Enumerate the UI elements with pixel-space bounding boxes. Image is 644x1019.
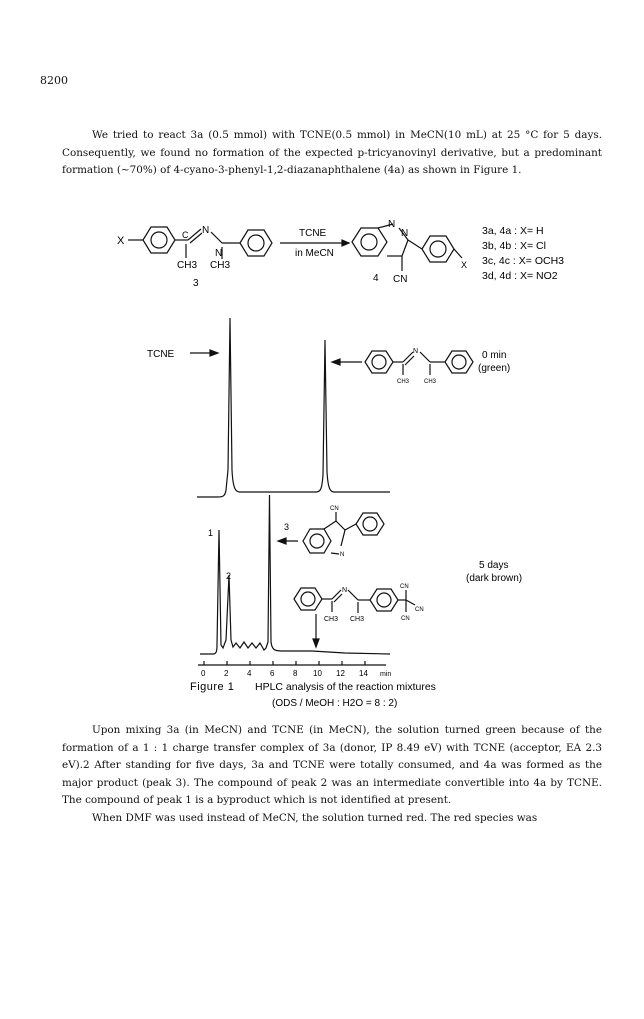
page-number: 8200 — [40, 74, 68, 87]
caption-text: HPLC analysis of the reaction mixtures — [255, 681, 436, 693]
x-tick-6: 6 — [270, 669, 275, 678]
peak-label-3: 3 — [284, 522, 290, 532]
discussion-section — [62, 722, 602, 827]
caption-title: Figure 1 — [190, 681, 235, 693]
intermediate-ch3-right: CH3 — [350, 616, 365, 623]
substituent-x-right: X — [461, 260, 468, 270]
top-trace-time: 0 min — [482, 350, 507, 361]
x-tick-0: 0 — [201, 669, 206, 678]
tcne-peak-label: TCNE — [147, 349, 175, 360]
intermediate-ch3-left: CH3 — [324, 616, 339, 623]
product-label: 4 — [373, 273, 379, 284]
small-n-label-product: N — [340, 552, 345, 558]
intermediate-cn-top: CN — [400, 584, 409, 590]
x-tick-2: 2 — [224, 669, 229, 678]
peak-label-2: 2 — [226, 571, 232, 581]
intermediate-cn-right: CN — [415, 607, 424, 613]
caption-conditions: (ODS / MeOH : H2O = 8 : 2) — [272, 698, 398, 709]
n-label-reactant: N — [202, 225, 210, 236]
bottom-trace-time: 5 days — [479, 560, 509, 571]
substituent-x-left: X — [117, 235, 125, 247]
reactant-label: 3 — [193, 278, 199, 289]
x-tick-12: 12 — [336, 669, 345, 678]
ch3-right: CH3 — [210, 260, 231, 271]
small-ch3-right: CH3 — [424, 379, 437, 385]
substituent-row-4: 3d, 4d : X= NO2 — [482, 270, 558, 282]
intermediate-n-label: N — [342, 587, 348, 594]
top-trace — [197, 318, 390, 497]
small-cn-label-product: CN — [330, 506, 339, 512]
intermediate-cn-bottom: CN — [401, 616, 410, 622]
small-reactant-structure — [365, 351, 473, 375]
cn-label-product: CN — [393, 274, 408, 285]
x-axis-unit: min — [380, 671, 392, 678]
substituent-row-3: 3c, 4c : X= OCH3 — [482, 255, 564, 267]
x-tick-4: 4 — [247, 669, 252, 678]
discussion-paragraph-2: When DMF was used instead of MeCN, the solution turned red. The red species was — [92, 811, 538, 824]
n-label-product-1: N — [388, 219, 396, 230]
small-intermediate-structure — [294, 588, 415, 613]
bottom-trace-color: (dark brown) — [466, 573, 523, 584]
top-trace-color: (green) — [478, 363, 511, 374]
reactant-structure — [128, 227, 272, 259]
x-tick-10: 10 — [313, 669, 322, 678]
c-label: C — [182, 230, 189, 240]
x-tick-14: 14 — [359, 669, 368, 678]
ch3-left: CH3 — [177, 260, 198, 271]
small-ch3-left: CH3 — [397, 379, 410, 385]
n-label-product-2: N — [401, 228, 409, 239]
intro-text: We tried to react 3a (0.5 mmol) with TCNE(0.5 mmol) in MeCN(10 mL) at 25 °C for 5 days. Consequently, we found no formation of the expected p-tricyanovinyl derivative, but a predominant formation (~70%) of 4-cyano-3-phenyl-1,2-diazanaphthalene (4a) as shown in Figure 1. — [62, 129, 602, 176]
substituent-row-2: 3b, 4b : X= Cl — [482, 240, 546, 252]
discussion-paragraph-1: Upon mixing 3a (in MeCN) and TCNE (in MeCN), the solution turned green because of the formation of a 1 : 1 charge transfer complex of 3a (donor, IP 8.49 eV) with TCNE (acceptor, EA 2.3 eV).2 After standing for five days, 3a and TCNE were totally consumed, and 4a was formed as the major product (peak 3). The compound of peak 2 was an intermediate convertible into 4a by TCNE. The compound of peak 1 is a byproduct which is not identified at present. — [62, 724, 602, 806]
peak-label-1: 1 — [208, 528, 214, 538]
reagent-above-arrow: TCNE — [299, 228, 327, 239]
small-n-label: N — [413, 348, 419, 355]
small-product-structure — [303, 512, 384, 554]
n-label-reactant-2: N — [215, 248, 223, 259]
x-tick-8: 8 — [293, 669, 298, 678]
substituent-row-1: 3a, 4a : X= H — [482, 225, 544, 237]
reagent-below-arrow: in MeCN — [295, 248, 334, 259]
